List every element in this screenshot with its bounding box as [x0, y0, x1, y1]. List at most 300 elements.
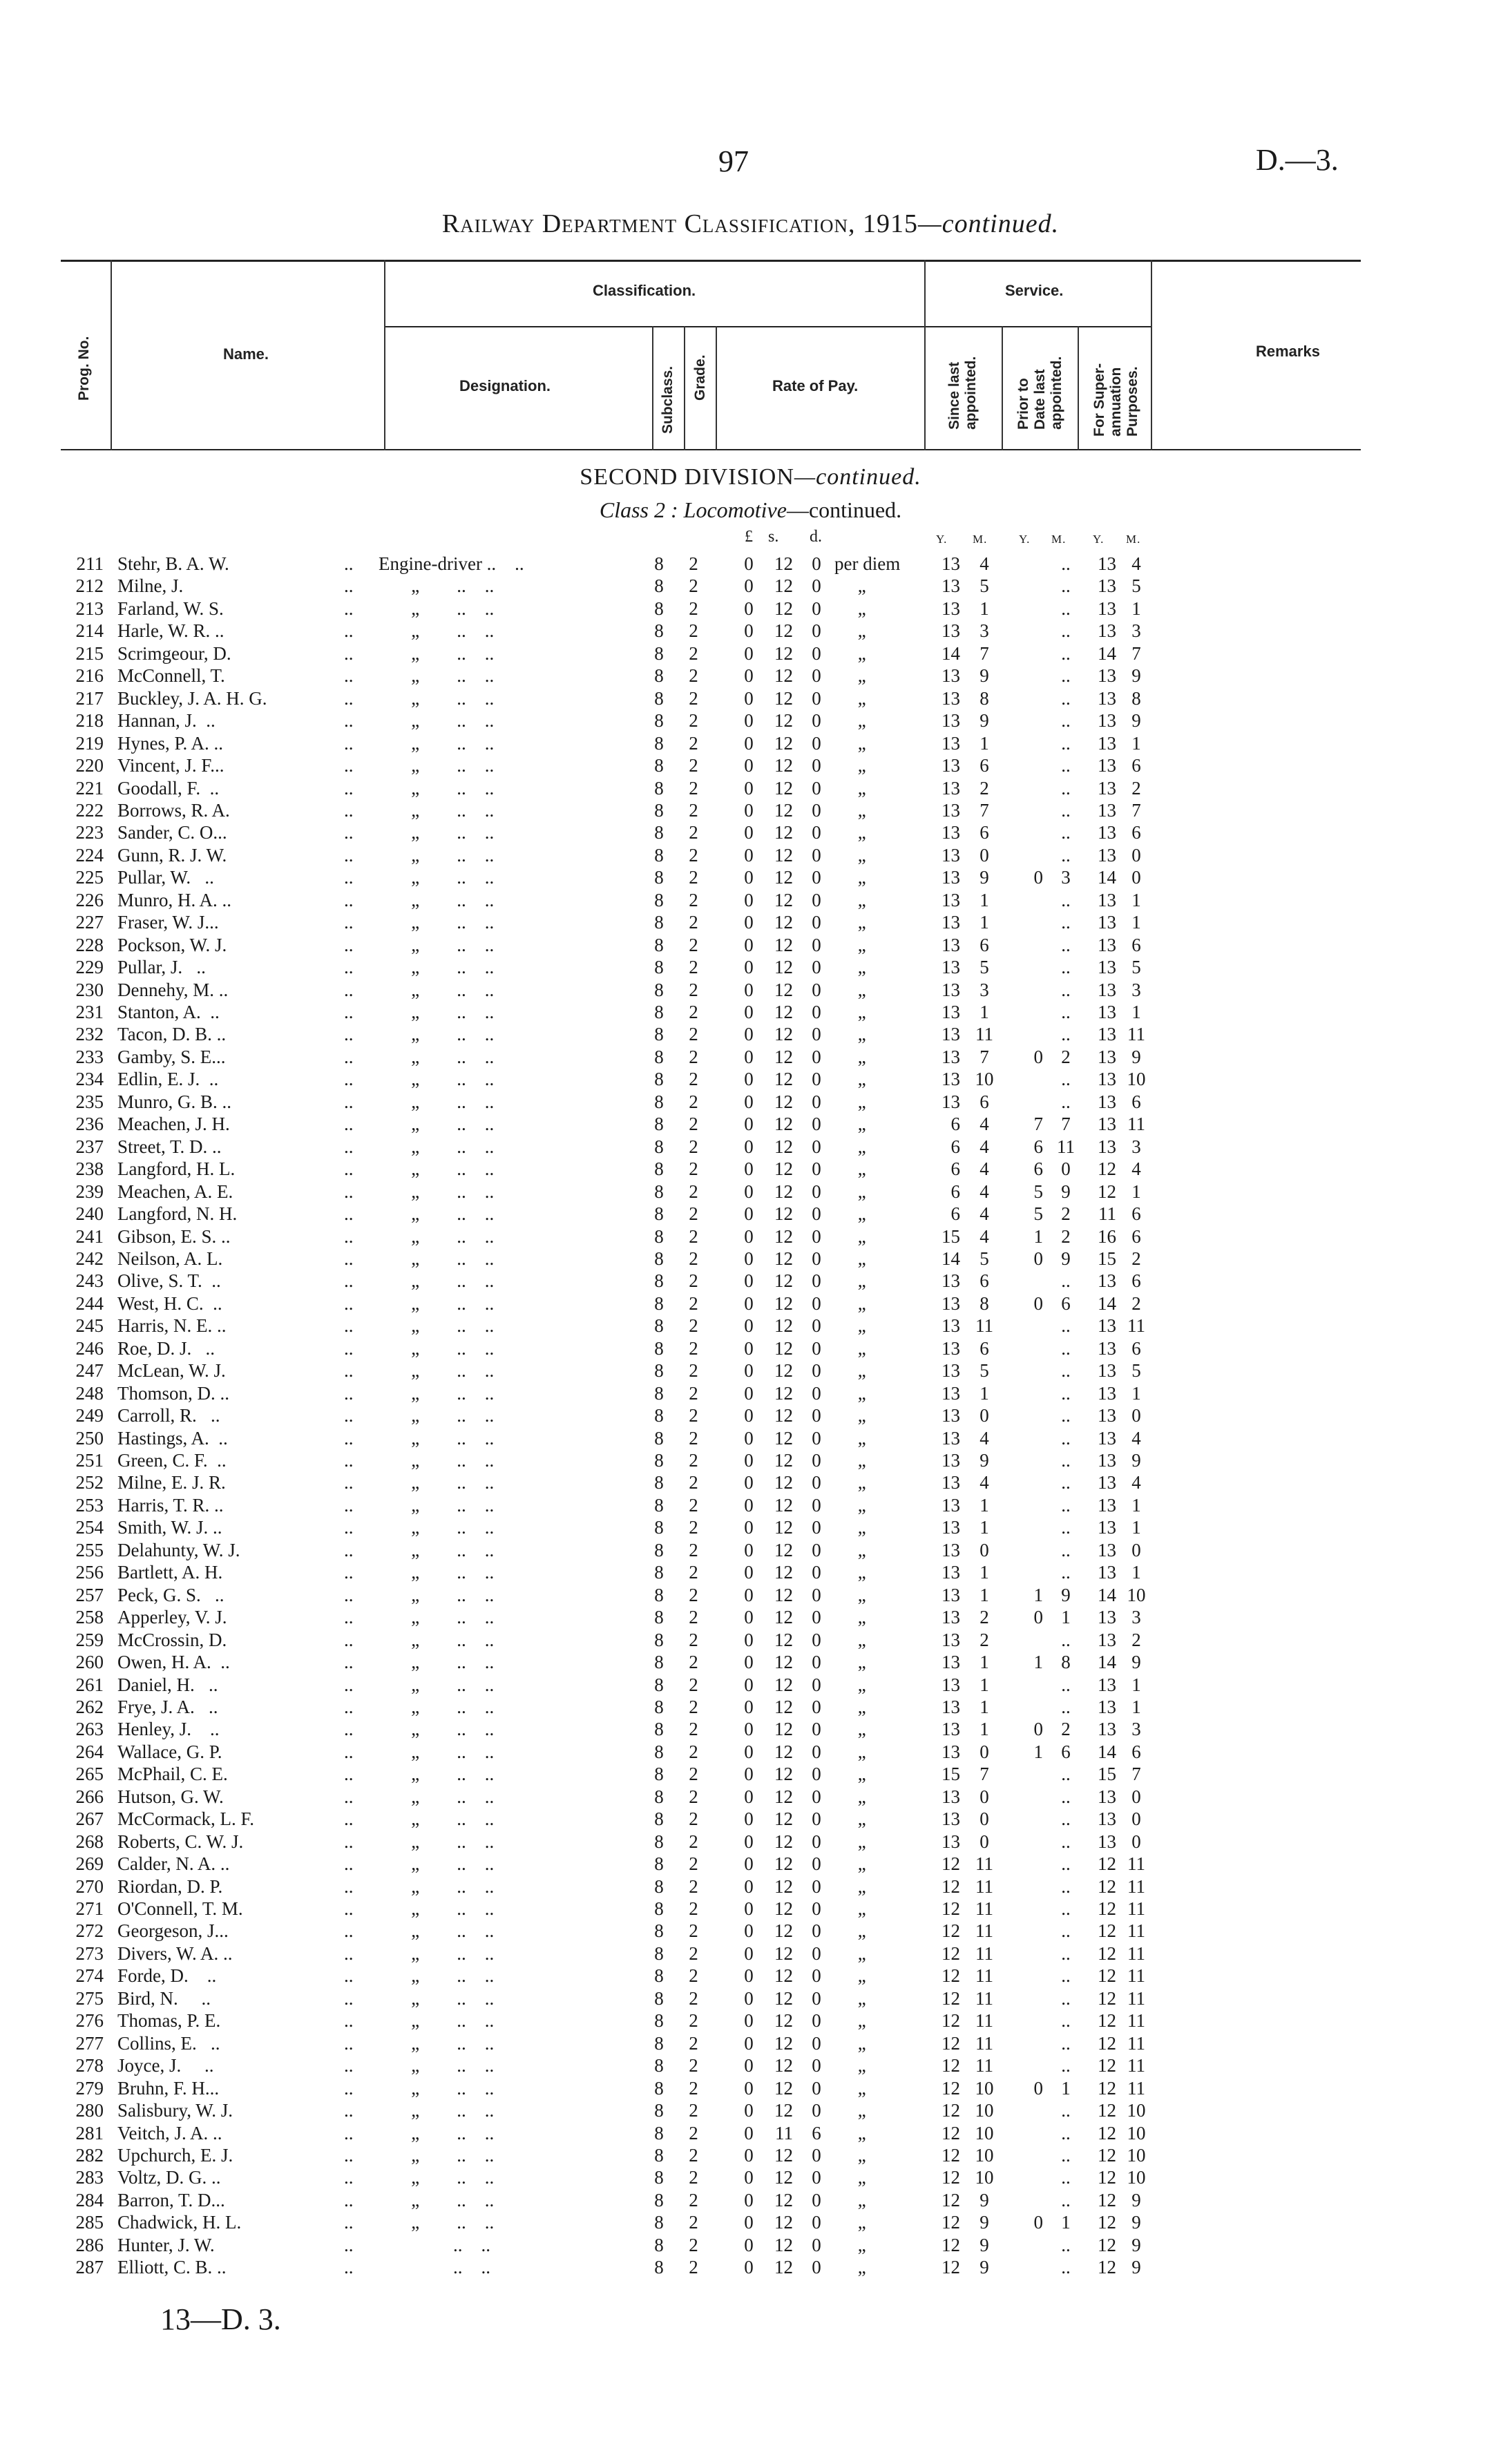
pay-pounds: 0 [744, 2032, 754, 2054]
prior-years: 0 [1033, 1292, 1043, 1314]
subclass: 8 [654, 2122, 664, 2143]
super-years: 12 [1098, 2055, 1116, 2076]
name-leader: .. [344, 1315, 354, 1337]
pay-pence: 0 [812, 1741, 821, 1762]
prior-months: .. [1061, 844, 1071, 866]
pay-pounds: 0 [744, 2122, 754, 2143]
grade: 2 [689, 687, 698, 709]
pay-shillings: 12 [774, 1987, 793, 2009]
since-years: 13 [941, 867, 960, 888]
employee-name: Hynes, P. A. .. [117, 732, 224, 754]
table-row [0, 1068, 1501, 1090]
prior-months: 2 [1061, 1225, 1071, 1247]
since-years: 12 [941, 1853, 960, 1875]
running-title-continued: —continued. [917, 209, 1060, 238]
prior-years: 6 [1033, 1158, 1043, 1180]
super-months: 10 [1127, 1069, 1146, 1090]
pay-pence: 0 [812, 979, 821, 1000]
prog-no: 227 [75, 912, 104, 933]
prog-no: 275 [75, 1987, 104, 2009]
pay-period: „ [834, 1539, 866, 1560]
pay-period: „ [834, 1270, 866, 1292]
pay-pence: 0 [812, 1696, 821, 1717]
prog-no: 237 [75, 1136, 104, 1157]
since-months: 11 [975, 1898, 993, 1919]
table-row [0, 1158, 1501, 1180]
pay-shillings: 12 [774, 2010, 793, 2032]
grade: 2 [689, 2032, 698, 2054]
pay-pounds: 0 [744, 710, 754, 732]
super-years: 16 [1098, 1225, 1116, 1247]
pay-pence: 0 [812, 1002, 821, 1022]
pay-pence: 0 [812, 620, 821, 642]
name-leader: .. [344, 710, 354, 732]
designation: „ .. .. [379, 1875, 495, 1897]
grade: 2 [689, 1203, 698, 1225]
pay-period: „ [834, 755, 866, 776]
pay-pence: 0 [812, 934, 821, 955]
name-leader: .. [344, 1719, 354, 1740]
employee-name: Apperley, V. J. [117, 1607, 227, 1628]
pay-pounds: 0 [744, 1517, 754, 1538]
pay-pounds: 0 [744, 1562, 754, 1583]
since-months: 6 [979, 934, 989, 955]
header-service: Service. [1005, 282, 1064, 299]
running-title [0, 209, 1501, 239]
since-years: 13 [941, 1091, 960, 1112]
prog-no: 282 [75, 2144, 104, 2166]
prog-no: 283 [75, 2167, 104, 2188]
subclass: 8 [654, 1562, 664, 1583]
grade: 2 [689, 2234, 698, 2255]
pay-period: „ [834, 799, 866, 821]
pay-pounds: 0 [744, 867, 754, 888]
name-leader: .. [344, 1337, 354, 1359]
super-months: 2 [1131, 1629, 1141, 1650]
subclass: 8 [654, 1539, 664, 1560]
pay-pounds: 0 [744, 1450, 754, 1471]
super-months: 11 [1127, 2055, 1145, 2076]
pay-period: „ [834, 710, 866, 732]
designation: „ .. .. [379, 1741, 495, 1762]
since-months: 10 [975, 2167, 994, 2188]
since-years: 13 [941, 1607, 960, 1628]
designation: „ .. .. [379, 1629, 495, 1650]
since-months: 0 [979, 1831, 989, 1852]
prog-no: 218 [75, 710, 104, 732]
table-row [0, 732, 1501, 754]
super-months: 3 [1131, 1719, 1141, 1740]
pay-pence: 0 [812, 665, 821, 687]
table-row [0, 1181, 1501, 1203]
employee-name: Delahunty, W. J. [117, 1539, 240, 1560]
pay-pence: 0 [812, 1562, 821, 1583]
since-months: 10 [975, 2122, 994, 2143]
grade: 2 [689, 1719, 698, 1740]
pay-pounds: 0 [744, 1405, 754, 1426]
prior-years: 0 [1033, 867, 1043, 888]
prog-no: 213 [75, 598, 104, 619]
pay-pounds: 0 [744, 1987, 754, 2009]
prior-months-label: M. [1051, 533, 1067, 546]
pay-shillings: 12 [774, 1719, 793, 1740]
employee-name: Stanton, A. .. [117, 1002, 220, 1022]
employee-name: Neilson, A. L. [117, 1248, 223, 1269]
since-years: 13 [941, 732, 960, 754]
employee-name: Langford, N. H. [117, 1203, 238, 1225]
table-row [0, 821, 1501, 843]
prog-no: 214 [75, 620, 104, 642]
designation: „ .. .. [379, 1987, 495, 2009]
table-row [0, 2122, 1501, 2144]
prior-years: 6 [1033, 1136, 1043, 1157]
prior-months: .. [1061, 1764, 1071, 1785]
pay-period: „ [834, 1292, 866, 1314]
since-years: 13 [941, 1046, 960, 1067]
super-years: 12 [1098, 2010, 1116, 2032]
pay-pence: 0 [812, 1584, 821, 1605]
division-continued: —continued. [794, 464, 921, 490]
grade: 2 [689, 934, 698, 955]
prog-no: 259 [75, 1629, 104, 1650]
employee-name: Calder, N. A. .. [117, 1853, 230, 1875]
pay-pounds: 0 [744, 2144, 754, 2166]
pay-period: „ [834, 957, 866, 978]
prog-no: 222 [75, 799, 104, 821]
pay-pence: 0 [812, 2077, 821, 2099]
table-row [0, 1942, 1501, 1965]
super-years: 13 [1098, 710, 1116, 732]
super-years: 11 [1098, 1203, 1116, 1225]
prog-no: 286 [75, 2234, 104, 2255]
super-years: 13 [1098, 1786, 1116, 1807]
pay-shillings: 12 [774, 1270, 793, 1292]
since-years: 13 [941, 1427, 960, 1449]
designation: „ .. .. [379, 912, 495, 933]
pay-shillings: 12 [774, 553, 793, 574]
pay-shillings: 12 [774, 777, 793, 799]
header-prior-1: Prior to [1015, 378, 1031, 430]
designation: „ .. .. [379, 1427, 495, 1449]
subclass: 8 [654, 1405, 664, 1426]
employee-name: Chadwick, H. L. [117, 2212, 242, 2233]
name-leader: .. [344, 1674, 354, 1695]
prior-years: 5 [1033, 1181, 1043, 1202]
name-leader: .. [344, 687, 354, 709]
super-months: 0 [1131, 1405, 1141, 1426]
col-divider-rate [924, 260, 926, 450]
prior-months: .. [1061, 1270, 1071, 1292]
header-rate-of-pay: Rate of Pay. [772, 377, 859, 394]
designation: „ .. .. [379, 957, 495, 978]
designation: „ .. .. [379, 822, 495, 843]
since-months: 11 [975, 1965, 993, 1987]
designation: „ .. .. [379, 1270, 495, 1292]
pay-pence: 0 [812, 1652, 821, 1673]
pay-period: per diem [834, 553, 901, 574]
name-leader: .. [344, 2032, 354, 2054]
employee-name: Borrows, R. A. [117, 799, 230, 821]
super-years: 13 [1098, 1562, 1116, 1583]
table-row [0, 1471, 1501, 1493]
grade: 2 [689, 889, 698, 910]
pay-period: „ [834, 1002, 866, 1022]
subclass: 8 [654, 2077, 664, 2099]
pay-shillings: 12 [774, 1920, 793, 1942]
pay-shillings: 12 [774, 2144, 793, 2166]
super-months: 10 [1127, 2100, 1146, 2121]
super-years: 13 [1098, 1337, 1116, 1359]
prior-months: .. [1061, 1898, 1071, 1919]
prog-no: 276 [75, 2010, 104, 2032]
super-months: 6 [1131, 1091, 1141, 1112]
name-leader: .. [344, 1405, 354, 1426]
since-years: 13 [941, 844, 960, 866]
name-leader: .. [344, 844, 354, 866]
since-years: 13 [941, 620, 960, 642]
subclass: 8 [654, 1024, 664, 1045]
prior-months: .. [1061, 2010, 1071, 2032]
pay-pounds: 0 [744, 2167, 754, 2188]
pay-period: „ [834, 1853, 866, 1875]
prior-years: 1 [1033, 1741, 1043, 1762]
employee-name: Hunter, J. W. [117, 2234, 215, 2255]
pay-pence: 0 [812, 2100, 821, 2121]
header-prog-no: Prog. No. [76, 336, 92, 401]
pay-pence: 0 [812, 1853, 821, 1875]
col-divider-since [1002, 326, 1003, 450]
pay-period: „ [834, 1494, 866, 1516]
subclass: 8 [654, 2032, 664, 2054]
pay-shillings: 12 [774, 1831, 793, 1852]
super-months: 1 [1131, 598, 1141, 619]
pay-period: „ [834, 598, 866, 619]
since-years: 14 [941, 642, 960, 664]
prog-no: 230 [75, 979, 104, 1000]
table-row [0, 1920, 1501, 1942]
super-months: 11 [1127, 2077, 1145, 2099]
pay-period: „ [834, 575, 866, 597]
prior-months: .. [1061, 710, 1071, 732]
table-row [0, 1113, 1501, 1135]
pay-pence: 0 [812, 1965, 821, 1987]
super-months: 11 [1127, 1965, 1145, 1987]
name-leader: .. [344, 2055, 354, 2076]
name-leader: .. [344, 1225, 354, 1247]
since-months: 5 [979, 575, 989, 597]
pay-pence: 0 [812, 777, 821, 799]
pay-pence: 0 [812, 2257, 821, 2278]
since-years: 13 [941, 1002, 960, 1022]
prior-months: 1 [1061, 2077, 1071, 2099]
designation: „ .. .. [379, 1315, 495, 1337]
subclass: 8 [654, 957, 664, 978]
grade: 2 [689, 1315, 698, 1337]
super-years: 14 [1098, 1652, 1116, 1673]
subclass: 8 [654, 1360, 664, 1382]
since-years: 13 [941, 1741, 960, 1762]
pay-pence: 0 [812, 2212, 821, 2233]
pay-period: „ [834, 867, 866, 888]
pay-pounds: 0 [744, 1741, 754, 1762]
designation: „ .. .. [379, 598, 495, 619]
grade: 2 [689, 957, 698, 978]
super-years: 13 [1098, 1472, 1116, 1493]
table-row [0, 2234, 1501, 2256]
pay-pounds: 0 [744, 1920, 754, 1942]
pay-shillings: 12 [774, 1360, 793, 1382]
prog-no: 267 [75, 1808, 104, 1830]
header-grade: Grade. [692, 354, 708, 401]
prog-no: 224 [75, 844, 104, 866]
designation: Engine-driver .. .. [379, 553, 524, 574]
name-leader: .. [344, 1539, 354, 1560]
super-years: 12 [1098, 1987, 1116, 2009]
pay-period: „ [834, 2144, 866, 2166]
since-years: 6 [950, 1114, 960, 1135]
since-years: 12 [941, 2122, 960, 2143]
table-row [0, 1203, 1501, 1225]
table-row [0, 1248, 1501, 1270]
since-months: 1 [979, 598, 989, 619]
employee-name: Gamby, S. E... [117, 1046, 226, 1067]
subclass: 8 [654, 687, 664, 709]
name-leader: .. [344, 1696, 354, 1717]
since-years: 12 [941, 2189, 960, 2210]
super-months: 6 [1131, 822, 1141, 843]
pay-period: „ [834, 1069, 866, 1090]
name-leader: .. [344, 979, 354, 1000]
prog-no: 223 [75, 822, 104, 843]
prog-no: 247 [75, 1360, 104, 1382]
name-leader: .. [344, 1629, 354, 1650]
pay-shillings: 12 [774, 1607, 793, 1628]
pay-pence: 0 [812, 755, 821, 776]
subclass: 8 [654, 1831, 664, 1852]
table-row [0, 1718, 1501, 1740]
pay-period: „ [834, 1405, 866, 1426]
grade: 2 [689, 1764, 698, 1785]
pay-pounds: 0 [744, 1248, 754, 1269]
grade: 2 [689, 979, 698, 1000]
subclass: 8 [654, 732, 664, 754]
col-divider-prog [111, 260, 112, 450]
pay-pence: 0 [812, 1450, 821, 1471]
table-row [0, 2054, 1501, 2076]
table-row [0, 1382, 1501, 1404]
table-row [0, 866, 1501, 888]
since-years: 12 [941, 1965, 960, 1987]
pay-pounds: 0 [744, 1382, 754, 1404]
prog-no: 215 [75, 642, 104, 664]
super-years: 14 [1098, 1292, 1116, 1314]
subclass: 8 [654, 1875, 664, 1897]
table-row [0, 1404, 1501, 1426]
pay-period: „ [834, 1382, 866, 1404]
designation: „ .. .. [379, 1965, 495, 1987]
prog-no: 252 [75, 1472, 104, 1493]
since-months: 11 [975, 1987, 993, 2009]
grade: 2 [689, 1562, 698, 1583]
grade: 2 [689, 620, 698, 642]
pay-pence: 0 [812, 1472, 821, 1493]
subclass: 8 [654, 889, 664, 910]
col-divider-super [1151, 260, 1152, 450]
since-months: 11 [975, 1024, 993, 1045]
pay-pounds: 0 [744, 553, 754, 574]
super-years: 13 [1098, 1539, 1116, 1560]
name-leader: .. [344, 1158, 354, 1180]
prog-no: 243 [75, 1270, 104, 1292]
since-years: 12 [941, 2010, 960, 2032]
prog-no: 255 [75, 1539, 104, 1560]
pay-pence: 0 [812, 1225, 821, 1247]
super-months: 9 [1131, 665, 1141, 687]
designation: „ .. .. [379, 1158, 495, 1180]
employee-name: Daniel, H. .. [117, 1674, 218, 1695]
subclass: 8 [654, 2234, 664, 2255]
prior-months: .. [1061, 1315, 1071, 1337]
designation: „ .. .. [379, 2212, 495, 2233]
pay-pounds: 0 [744, 1942, 754, 1964]
since-years: 13 [941, 1584, 960, 1605]
pay-shillings: 12 [774, 979, 793, 1000]
name-leader: .. [344, 1472, 354, 1493]
name-leader: .. [344, 1898, 354, 1919]
super-years: 12 [1098, 1898, 1116, 1919]
grade: 2 [689, 755, 698, 776]
super-years: 13 [1098, 1270, 1116, 1292]
prior-months: 2 [1061, 1719, 1071, 1740]
super-years: 13 [1098, 553, 1116, 574]
employee-name: Upchurch, E. J. [117, 2144, 233, 2166]
pay-period: „ [834, 642, 866, 664]
pay-pounds: 0 [744, 912, 754, 933]
pay-period: „ [834, 620, 866, 642]
super-months: 11 [1127, 1315, 1145, 1337]
employee-name: Stehr, B. A. W. [117, 553, 229, 574]
prior-months: .. [1061, 2167, 1071, 2188]
since-years: 13 [941, 1337, 960, 1359]
prog-no: 256 [75, 1562, 104, 1583]
pay-pounds: 0 [744, 1808, 754, 1830]
pay-pounds: 0 [744, 799, 754, 821]
subclass: 8 [654, 2257, 664, 2278]
since-years: 12 [941, 2257, 960, 2278]
employee-name: O'Connell, T. M. [117, 1898, 243, 1919]
employee-name: Bruhn, F. H... [117, 2077, 220, 2099]
pay-pence: 0 [812, 2234, 821, 2255]
table-row [0, 1494, 1501, 1516]
header-since-last-1: Since last [946, 361, 962, 430]
grade: 2 [689, 1808, 698, 1830]
subclass: 8 [654, 1808, 664, 1830]
super-years: 13 [1098, 732, 1116, 754]
since-months: 9 [979, 665, 989, 687]
super-years: 13 [1098, 1450, 1116, 1471]
designation: .. .. [379, 2234, 490, 2255]
table-row [0, 1315, 1501, 1337]
name-leader: .. [344, 1808, 354, 1830]
since-years: 12 [941, 2055, 960, 2076]
super-years: 13 [1098, 1315, 1116, 1337]
grade: 2 [689, 1114, 698, 1135]
since-years: 13 [941, 1024, 960, 1045]
super-years: 13 [1098, 1382, 1116, 1404]
unit-shilling: s. [768, 528, 779, 546]
pay-pence: 0 [812, 642, 821, 664]
grade: 2 [689, 1539, 698, 1560]
